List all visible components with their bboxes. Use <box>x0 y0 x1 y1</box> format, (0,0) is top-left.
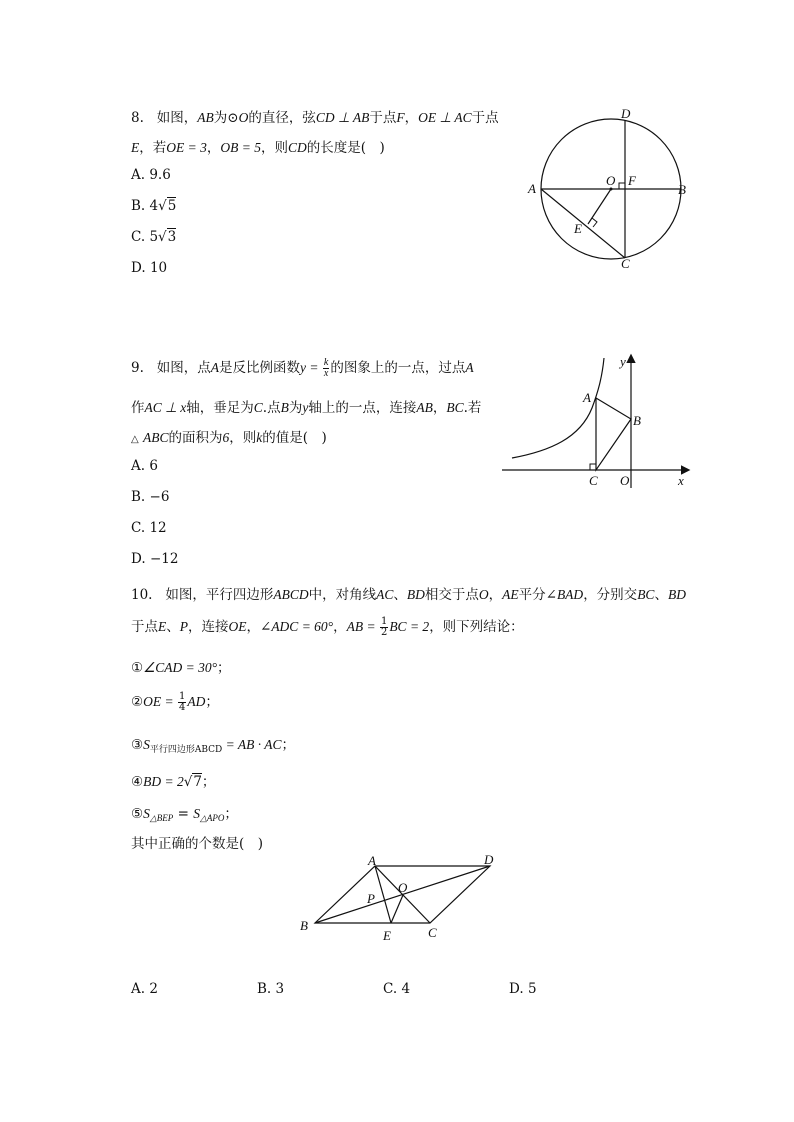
option-label: C. <box>131 520 146 536</box>
option-text: −12 <box>149 551 179 567</box>
q9-option-b[interactable] <box>131 489 169 505</box>
label-b: B <box>300 918 308 933</box>
q10-text: 、 <box>393 587 407 603</box>
q8-option-c[interactable] <box>131 229 176 245</box>
q10-math: AD <box>187 694 206 709</box>
label-o: O <box>398 880 408 895</box>
label-e: E <box>383 928 391 943</box>
q10-text: ， <box>488 587 503 603</box>
q10-stem-line2 <box>131 615 524 639</box>
q9-math: 6 <box>222 430 230 445</box>
q9-text: 轴上的一点，连接 <box>308 400 417 416</box>
q8-text: 的长度是( ) <box>306 140 385 156</box>
right-angle-c <box>590 464 596 470</box>
q8-math: E <box>131 140 140 155</box>
option-label: B. <box>131 489 146 505</box>
label-a: A <box>528 181 536 196</box>
label-o: O <box>606 173 616 188</box>
q9-option-d[interactable] <box>131 551 178 567</box>
option-text: 4 <box>401 981 411 997</box>
q9-text: 作 <box>131 400 145 416</box>
q10-text: 平分∠ <box>518 587 557 603</box>
chord-ac <box>541 189 625 258</box>
q9-math: B <box>280 400 289 415</box>
q8-math: CD <box>287 140 307 155</box>
option-text: 2 <box>149 981 158 997</box>
circled-number: ⑤ <box>131 806 144 822</box>
q10-conclusion-3 <box>131 733 295 755</box>
q10-math: E <box>158 619 167 634</box>
radicand: 7 <box>193 774 202 790</box>
circled-number: ④ <box>131 774 144 790</box>
q10-text: 、 <box>166 619 180 635</box>
q10-option-d[interactable] <box>509 981 537 997</box>
q9-number: 9. <box>131 360 144 376</box>
q9-math: k <box>256 430 263 445</box>
q10-text: ； <box>224 806 238 822</box>
q10-conclusion-5 <box>131 802 238 824</box>
label-f: F <box>628 173 636 188</box>
q8-number: 8. <box>131 110 144 126</box>
q10-option-c[interactable] <box>383 981 410 997</box>
q8-math: O <box>238 110 249 125</box>
option-label: A. <box>131 981 146 997</box>
option-text: 5 <box>149 229 159 245</box>
label-c: C <box>428 925 437 940</box>
q10-text: 相交于点 <box>424 587 479 603</box>
option-label: D. <box>131 260 146 276</box>
q9-text: 的图象上的一点，过点 <box>330 360 466 376</box>
q9-math: AC ⊥ x <box>144 400 187 415</box>
q9-text: ， <box>432 400 447 416</box>
q10-conclusion-2 <box>131 690 219 714</box>
label-d: D <box>621 106 631 121</box>
q10-math: S <box>143 806 150 821</box>
circled-number: ② <box>131 694 144 710</box>
q10-math: OE = <box>143 694 177 709</box>
q8-text: 的直径，弦 <box>248 110 316 126</box>
q10-text: ，连接 <box>188 619 229 635</box>
q8-option-a[interactable] <box>131 167 171 183</box>
right-angle-f <box>619 183 625 189</box>
q9-math: y <box>302 400 309 415</box>
segment-oe <box>391 895 403 923</box>
q10-text: 于点 <box>131 619 158 635</box>
right-angle-e <box>592 218 597 227</box>
label-b: B <box>633 413 641 428</box>
q10-math: ADC = 60° <box>271 619 334 634</box>
fraction-one-quarter <box>178 692 186 713</box>
q10-math: BC = 2 <box>389 619 430 634</box>
q10-text: ； <box>205 694 219 710</box>
option-label: A. <box>131 167 146 183</box>
q10-question: 其中正确的个数是( ) <box>131 836 264 852</box>
q10-text: ； <box>281 737 295 753</box>
option-label: D. <box>509 981 524 997</box>
q8-text: ， <box>404 110 419 126</box>
option-label: C. <box>383 981 398 997</box>
circled-number: ③ <box>131 737 144 753</box>
label-a: A <box>583 390 591 405</box>
option-label: D. <box>131 551 146 567</box>
q10-text: ， <box>333 619 347 635</box>
q9-math: A <box>210 360 220 375</box>
q10-math: AE <box>502 587 519 602</box>
q9-stem-line3 <box>131 426 327 446</box>
q10-math: P <box>179 619 188 634</box>
q8-stem-line1 <box>131 106 499 126</box>
q9-text: 轴，垂足为 <box>186 400 254 416</box>
q8-math: OE = 3 <box>166 140 207 155</box>
q9-math: AB <box>416 400 433 415</box>
q10-option-a[interactable] <box>131 981 158 997</box>
q10-math: BD <box>667 587 686 602</box>
q10-math: O <box>478 587 489 602</box>
option-text: 9.6 <box>149 167 171 183</box>
q9-stem-line1 <box>131 357 474 379</box>
q9-text: 的值是( ) <box>262 430 327 446</box>
option-label: B. <box>257 981 272 997</box>
q10-text: 中，对角线 <box>308 587 377 603</box>
denominator: 2 <box>380 627 388 638</box>
q8-text: 于点 <box>471 110 499 126</box>
label-o: O <box>620 473 630 488</box>
fraction-k-over-x <box>323 358 329 379</box>
q9-text: 为 <box>288 400 303 416</box>
q10-conclusion-1 <box>131 656 230 676</box>
q10-text: ； <box>201 774 216 790</box>
q8-math: F <box>396 110 405 125</box>
q9-math: BC <box>446 400 464 415</box>
q8-text: ， <box>206 140 221 156</box>
label-p: P <box>367 891 375 906</box>
option-text: 5 <box>527 981 537 997</box>
q10-text: 、 <box>654 587 668 603</box>
q8-math: OE ⊥ AC <box>418 110 472 125</box>
q8-text: ，则 <box>260 140 288 156</box>
label-x: x <box>678 473 684 488</box>
area-subscript: △BEP <box>149 813 174 823</box>
q10-math: S <box>143 737 150 752</box>
q9-math: y = <box>300 360 322 375</box>
label-c: C <box>621 256 630 271</box>
sqrt-sign: √ <box>158 229 167 245</box>
q9-text: .若 <box>463 400 482 416</box>
q10-math: OE <box>228 619 247 634</box>
label-b: B <box>678 182 686 197</box>
q9-text: .点 <box>262 400 281 416</box>
q10-text: ； <box>216 660 231 676</box>
q10-option-b[interactable] <box>257 981 284 997</box>
label-c: C <box>589 473 598 488</box>
label-a: A <box>368 855 376 868</box>
q8-text: 为⊙ <box>213 110 239 126</box>
option-text: −6 <box>149 489 170 505</box>
q10-math: AC <box>376 587 394 602</box>
q10-math: ∠CAD = 30° <box>143 660 217 675</box>
option-radicand: 3 <box>167 229 177 245</box>
q9-text: ，则 <box>229 430 257 446</box>
q9-math: A <box>465 360 474 375</box>
option-text: 6 <box>149 458 158 474</box>
triangle-abc <box>596 398 631 470</box>
q10-math: S <box>193 806 200 821</box>
sqrt-sign: √ <box>158 198 167 214</box>
segment-oe <box>588 189 611 224</box>
q10-math: BAD <box>556 587 584 602</box>
q8-math: AB <box>197 110 214 125</box>
q10-text: 如图，平行四边形 <box>165 587 274 603</box>
q8-text: 于点 <box>369 110 397 126</box>
q9-option-a[interactable] <box>131 458 158 474</box>
q10-math: = <box>173 806 194 822</box>
option-label: A. <box>131 458 146 474</box>
area-subscript: △APO <box>199 813 225 823</box>
option-text: 4 <box>149 198 159 214</box>
label-y: y <box>620 354 626 369</box>
q8-circle-figure <box>520 100 700 275</box>
q10-number: 10. <box>131 587 153 603</box>
q8-text: ，若 <box>139 140 167 156</box>
q10-math: BC <box>637 587 655 602</box>
numerator: 1 <box>178 691 186 702</box>
q10-text: ，∠ <box>246 619 272 635</box>
label-d: D <box>484 855 494 867</box>
circled-number: ① <box>131 660 144 676</box>
option-text: 3 <box>275 981 285 997</box>
q9-text: 的面积为 <box>168 430 223 446</box>
area-subscript: 平行四边形ABCD <box>149 745 223 755</box>
q10-parallelogram-figure <box>295 855 510 945</box>
sqrt-sign: √ <box>183 774 193 790</box>
q10-text: ，分别交 <box>583 587 638 603</box>
q8-stem-line2 <box>131 136 385 156</box>
option-label: B. <box>131 198 146 214</box>
denominator: 4 <box>178 702 186 713</box>
q8-text: 如图， <box>156 110 198 126</box>
q9-hyperbola-figure <box>500 348 700 493</box>
q9-text: △ <box>131 434 139 445</box>
q9-math: ABC <box>143 430 169 445</box>
q10-math: ABCD <box>273 587 309 602</box>
fraction-one-half <box>380 617 388 638</box>
q9-text: 如图，点 <box>156 360 211 376</box>
q10-math: BD = 2 <box>143 774 184 789</box>
label-e: E <box>574 221 582 236</box>
q10-math: BD <box>406 587 425 602</box>
denominator: x <box>323 368 329 379</box>
q10-text: ，则下列结论： <box>429 619 524 635</box>
q9-text: 是反比例函数 <box>219 360 301 376</box>
numerator: 1 <box>380 616 388 627</box>
q10-stem-line1 <box>131 583 686 603</box>
q9-math: C <box>253 400 263 415</box>
option-label: C. <box>131 229 146 245</box>
q10-math: AB = <box>346 619 379 634</box>
q8-option-d[interactable] <box>131 260 167 276</box>
q8-math: CD ⊥ AB <box>315 110 370 125</box>
q9-stem-line2 <box>131 396 481 416</box>
numerator: k <box>323 357 329 368</box>
q10-math: = AB · AC <box>222 737 282 752</box>
q8-math: OB = 5 <box>220 140 261 155</box>
option-radicand: 5 <box>167 198 177 214</box>
option-text: 12 <box>149 520 167 536</box>
q10-conclusion-4 <box>131 770 215 790</box>
q8-option-b[interactable] <box>131 198 176 214</box>
hyperbola-curve <box>512 358 604 458</box>
option-text: 10 <box>149 260 168 276</box>
q9-option-c[interactable] <box>131 520 167 536</box>
